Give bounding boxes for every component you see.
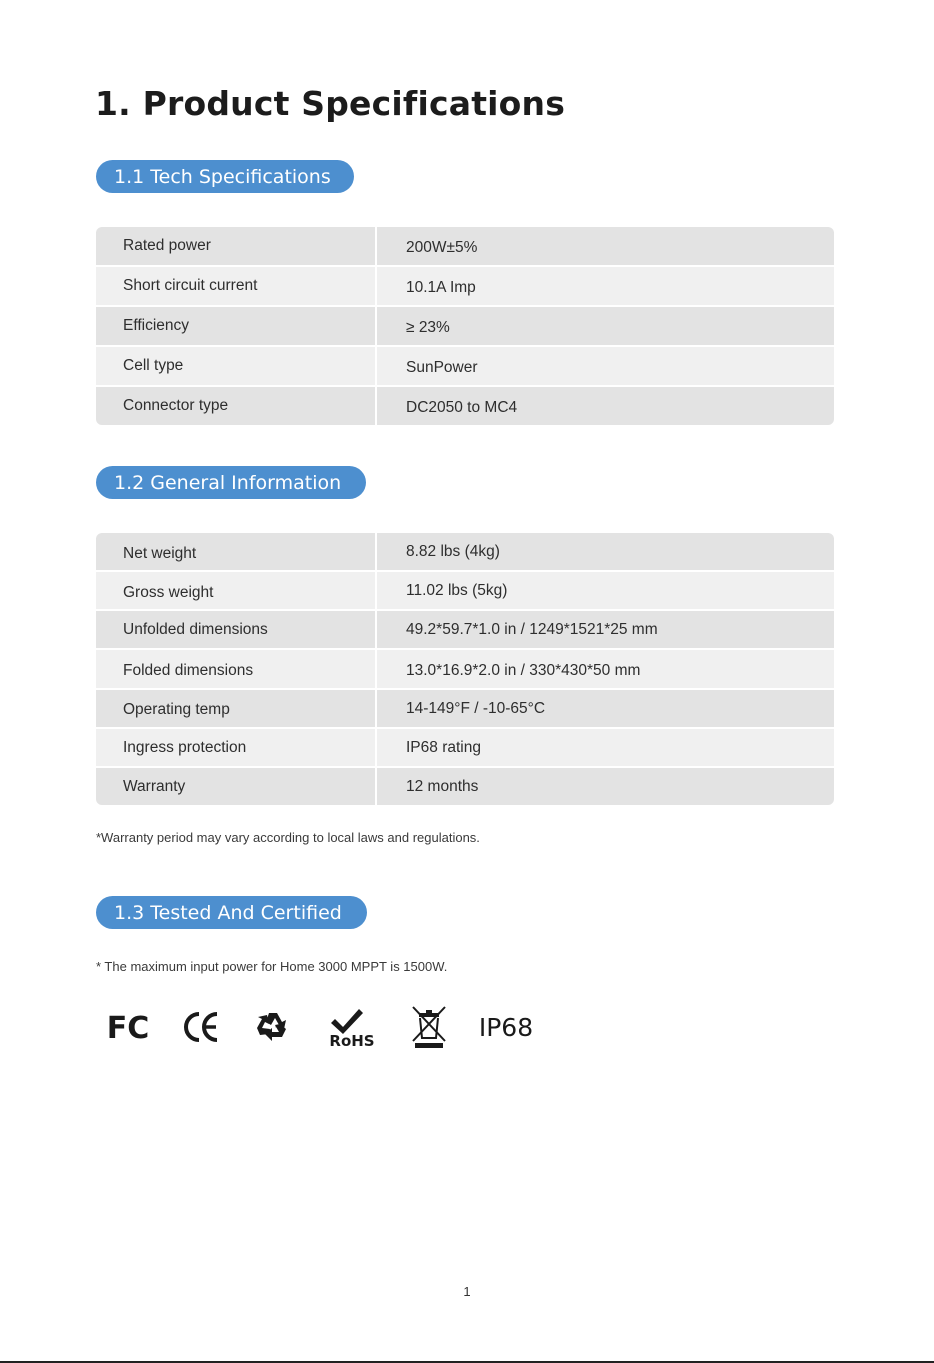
- table-row: [96, 305, 834, 345]
- svg-text:FC: FC: [106, 1011, 150, 1044]
- page-title: 1. Product Specifications: [95, 84, 566, 123]
- weee-bin-icon: [409, 1004, 449, 1050]
- spec-value: 200W±5%: [406, 239, 478, 256]
- spec-label: Gross weight: [96, 572, 377, 609]
- warranty-note: *Warranty period may vary according to local laws and regulations.: [96, 830, 480, 845]
- page-number: 1: [463, 1284, 471, 1299]
- spec-value: 13.0*16.9*2.0 in / 330*430*50 mm: [406, 662, 641, 679]
- table-row: [96, 227, 834, 265]
- spec-value: 12 months: [406, 777, 479, 795]
- spec-value: 49.2*59.7*1.0 in / 1249*1521*25 mm: [406, 620, 658, 638]
- spec-value: IP68 rating: [406, 738, 481, 756]
- table-row: [96, 345, 834, 385]
- spec-value: 8.82 lbs (4kg): [406, 542, 500, 560]
- spec-value: SunPower: [406, 359, 478, 376]
- table-row: [96, 688, 834, 727]
- general-info-table: [96, 533, 834, 805]
- fcc-icon: [104, 1004, 152, 1050]
- svg-text:RoHS: RoHS: [329, 1032, 375, 1047]
- spec-label: Connector type: [96, 387, 377, 425]
- table-row: [96, 570, 834, 609]
- rohs-icon: [322, 1004, 382, 1050]
- table-row: [96, 533, 834, 570]
- spec-label: Cell type: [96, 347, 377, 385]
- tech-spec-table: [96, 227, 834, 425]
- ce-icon: [181, 1004, 223, 1050]
- table-row: [96, 265, 834, 305]
- spec-label: Warranty: [96, 768, 377, 805]
- spec-label: Operating temp: [96, 690, 377, 727]
- table-row: [96, 648, 834, 688]
- spec-label: Short circuit current: [96, 267, 377, 305]
- table-row: [96, 727, 834, 766]
- svg-text:IP68: IP68: [478, 1013, 534, 1042]
- section-heading-general: 1.2 General Information: [96, 466, 366, 499]
- spec-value: 10.1A Imp: [406, 279, 476, 296]
- table-row: [96, 385, 834, 425]
- spec-value: DC2050 to MC4: [406, 399, 518, 416]
- spec-value: 14-149°F / -10-65°C: [406, 699, 546, 717]
- spec-label: Ingress protection: [96, 729, 377, 766]
- spec-label: Net weight: [96, 533, 377, 570]
- spec-label: Rated power: [96, 227, 377, 265]
- max-input-note: * The maximum input power for Home 3000 MPPT is 1500W.: [96, 959, 448, 974]
- spec-label: Unfolded dimensions: [96, 611, 377, 648]
- spec-value: 11.02 lbs (5kg): [406, 581, 508, 599]
- section-heading-certified: 1.3 Tested And Certified: [96, 896, 367, 929]
- recycle-icon: [253, 1004, 293, 1050]
- ip68-icon: [476, 1004, 536, 1050]
- table-row: [96, 609, 834, 648]
- section-heading-tech: 1.1 Tech Specifications: [96, 160, 354, 193]
- spec-value: ≥ 23%: [406, 319, 450, 336]
- spec-label: Folded dimensions: [96, 650, 377, 688]
- table-row: [96, 766, 834, 805]
- spec-label: Efficiency: [96, 307, 377, 345]
